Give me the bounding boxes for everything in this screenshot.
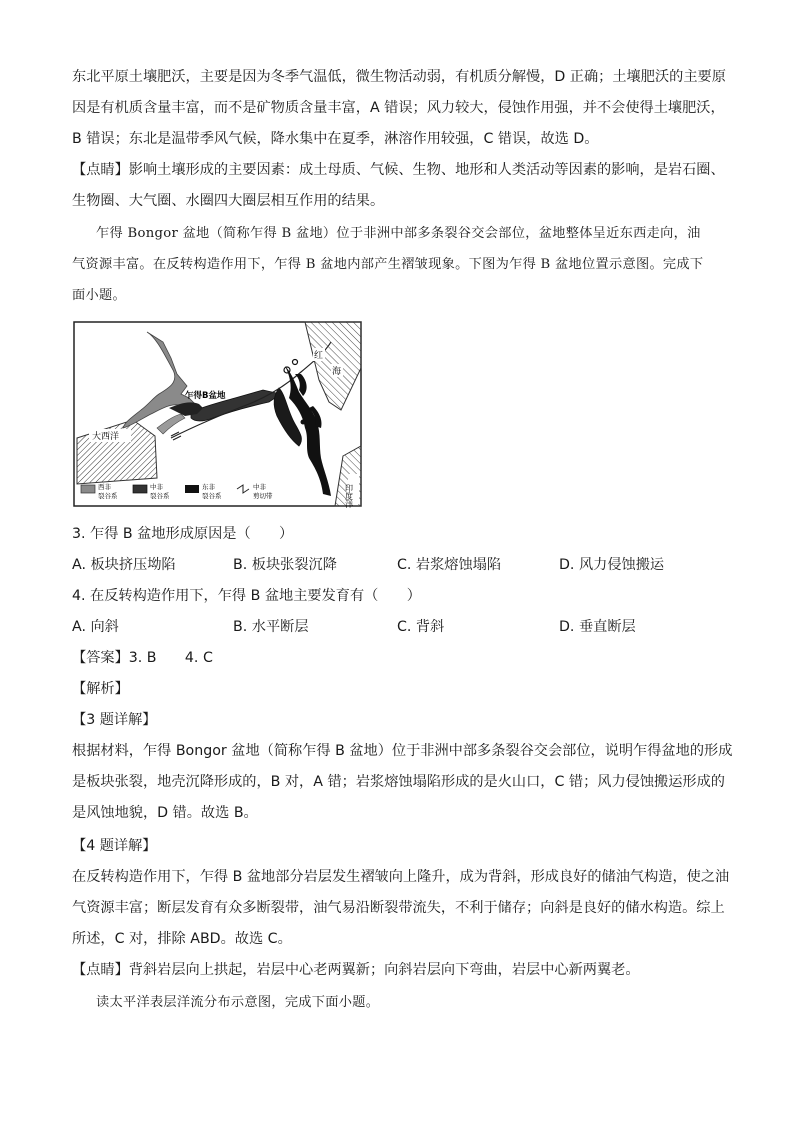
text-line: 东北平原土壤肥沃，主要是因为冬季气温低，微生物活动弱，有机质分解慢，D 正确；土壤肥沃的主要原 xyxy=(72,69,726,85)
legend-swatch-east xyxy=(185,485,199,493)
red-sea-char: 海 xyxy=(332,367,342,377)
legend-label: 东非 xyxy=(202,483,215,491)
text-line: 生物圈、大气圈、水圈四大圈层相互作用的结果。 xyxy=(72,193,385,209)
text-line: B 错误；东北是温带季风气候，降水集中在夏季，淋溶作用较强，C 错误，故选 D。 xyxy=(72,131,599,147)
legend-swatch-west xyxy=(81,485,95,493)
text-line: 所述，C 对，排除 ABD。故选 C。 xyxy=(72,931,292,947)
red-sea-char: 红 xyxy=(314,351,324,361)
text-line: 【点睛】影响土壤形成的主要因素：成土母质、气候、生物、地形和人类活动等因素的影响，是岩石圈、 xyxy=(72,162,725,178)
text-line: 乍得 Bongor 盆地（简称乍得 B 盆地）位于非洲中部多条裂谷交会部位，盆地整体呈近东西走向，油 xyxy=(96,226,701,241)
paragraph-soil-analysis xyxy=(72,62,726,155)
question-4-stem: 4. 在反转构造作用下，乍得 B 盆地主要发育有（ ） xyxy=(72,588,421,604)
q3-option-a: A. 板块挤压坳陷 xyxy=(72,557,176,573)
bongor-basin-location-map xyxy=(73,318,365,510)
analysis-heading: 【解析】 xyxy=(72,681,129,697)
intro-pacific-currents: 读太平洋表层洋流分布示意图，完成下面小题。 xyxy=(96,995,380,1010)
text-line: 根据材料，乍得 Bongor 盆地（简称乍得 B 盆地）位于非洲中部多条裂谷交会部位，说明乍得盆地的形成 xyxy=(72,743,733,759)
basin-label: 乍得B盆地 xyxy=(185,391,226,401)
q4-option-b: B. 水平断层 xyxy=(233,619,309,635)
legend-label: 裂谷系 xyxy=(202,492,222,500)
q3-option-b: B. 板块张裂沉降 xyxy=(233,557,337,573)
legend-label: 中非 xyxy=(253,483,266,491)
legend-label: 裂谷系 xyxy=(150,492,170,500)
legend-label: 中非 xyxy=(150,483,163,491)
tip-fold: 【点睛】背斜岩层向上拱起，岩层中心老两翼新；向斜岩层向下弯曲，岩层中心新两翼老。 xyxy=(72,962,640,978)
question-3-stem: 3. 乍得 B 盆地形成原因是（ ） xyxy=(72,526,294,542)
text-line: 面小题。 xyxy=(72,288,126,303)
atlantic-label: 大西洋 xyxy=(92,432,120,442)
text-line: 在反转构造作用下，乍得 B 盆地部分岩层发生褶皱向上隆升，成为背斜，形成良好的储油气构造，使之油 xyxy=(72,869,730,885)
text-line: 是风蚀地貌，D 错。故选 B。 xyxy=(72,805,258,821)
text-line: 气资源丰富；断层发育有众多断裂带，油气易沿断裂带流失，不利于储存；向斜是良好的储水构造。综上 xyxy=(72,900,725,916)
q3-option-d: D. 风力侵蚀搬运 xyxy=(559,557,665,573)
legend-label: 剪切带 xyxy=(253,492,273,500)
text-line: 气资源丰富。在反转构造作用下，乍得 B 盆地内部产生褶皱现象。下图为乍得 B 盆地位置示意图。完成下 xyxy=(72,257,704,272)
text-line: 是板块张裂，地壳沉降形成的，B 对，A 错；岩浆熔蚀塌陷形成的是火山口，C 错；风力侵蚀搬运形成的 xyxy=(72,774,725,790)
q3-detail xyxy=(72,736,733,829)
q4-detail-heading: 【4 题详解】 xyxy=(72,838,157,854)
intro-bongor xyxy=(96,218,746,249)
answer-line: 【答案】3. B 4. C xyxy=(72,650,213,666)
legend-label: 西非 xyxy=(98,483,111,491)
q4-detail xyxy=(72,862,730,955)
q4-option-c: C. 背斜 xyxy=(397,619,445,635)
tip-soil xyxy=(72,155,725,217)
legend-label: 裂谷系 xyxy=(98,492,118,500)
intro-bongor-cont xyxy=(72,249,722,311)
text-line: 因是有机质含量丰富，而不是矿物质含量丰富，A 错误；风力较大，侵蚀作用强，并不会使得土壤肥沃， xyxy=(72,100,725,116)
q4-option-a: A. 向斜 xyxy=(72,619,119,635)
q3-option-c: C. 岩浆熔蚀塌陷 xyxy=(397,557,502,573)
q3-detail-heading: 【3 题详解】 xyxy=(72,712,157,728)
legend-swatch-central xyxy=(133,485,147,493)
indian-ocean-label: 印度洋 xyxy=(344,484,354,508)
q4-option-d: D. 垂直断层 xyxy=(559,619,636,635)
lake-marker xyxy=(301,420,306,425)
